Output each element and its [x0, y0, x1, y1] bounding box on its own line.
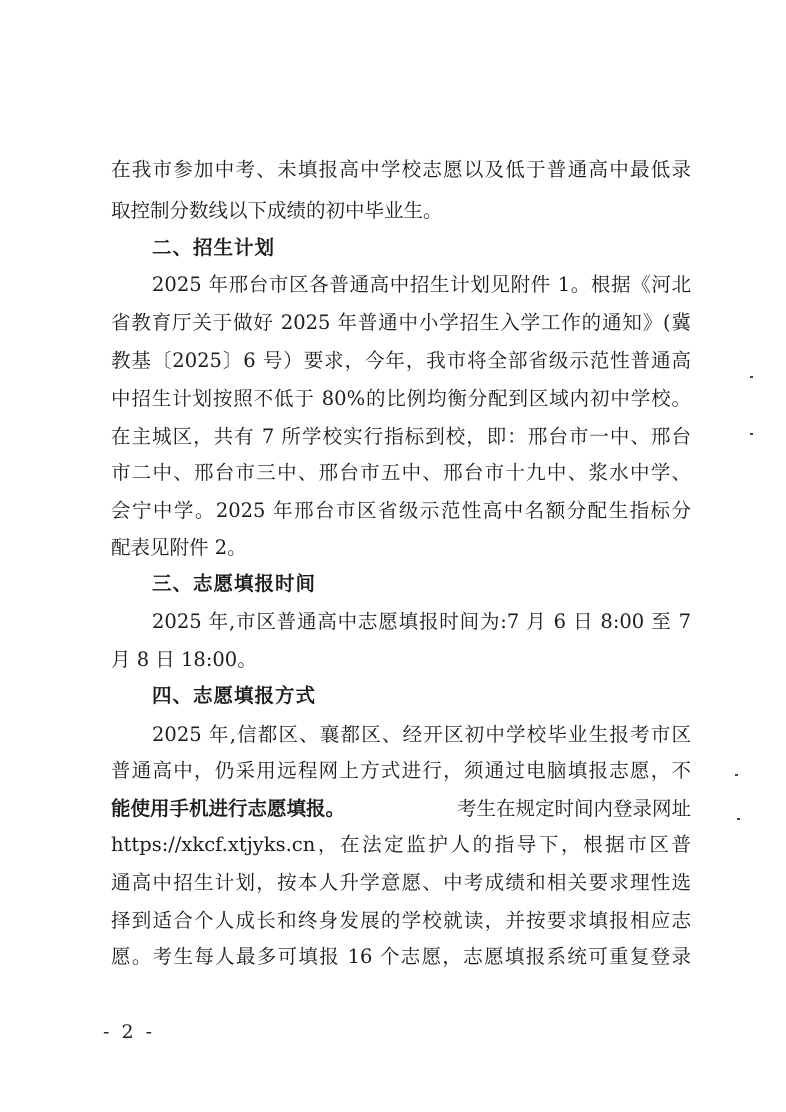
body-text-line: 配表见附件 2。	[111, 536, 247, 559]
body-text-line: 通高中招生计划，按本人升学意愿、中考成绩和相关要求理性选	[111, 871, 691, 894]
body-text-line: 2025 年,市区普通高中志愿填报时间为:7 月 6 日 8:00 至 7	[152, 610, 691, 633]
body-text-line: 市二中、邢台市三中、邢台市五中、邢台市十九中、浆水中学、	[111, 461, 691, 484]
emphasis-text: 能使用手机进行志愿填报。	[111, 797, 346, 820]
section-heading-application-time: 三、志愿填报时间	[152, 572, 317, 595]
scan-speck	[750, 376, 753, 378]
section-heading-enrollment-plan: 二、招生计划	[152, 236, 276, 259]
body-text-line: 择到适合个人成长和终身发展的学校就读，并按要求填报相应志	[111, 909, 691, 932]
url-text-line: https://xkcf.xtjyks.cn，在法定监护人的指导下，根据市区普	[111, 833, 691, 856]
page-number: - 2 -	[103, 1021, 156, 1043]
body-text-line: 会宁中学。2025 年邢台市区省级示范性高中名额分配生指标分	[111, 499, 691, 522]
body-text-line: 省教育厅关于做好 2025 年普通中小学招生入学工作的通知》(冀	[111, 311, 691, 334]
body-text-line: 2025 年邢台市区各普通高中招生计划见附件 1。根据《河北	[152, 273, 691, 296]
body-text-line: 月 8 日 18:00。	[111, 648, 257, 671]
section-heading-application-method: 四、志愿填报方式	[152, 684, 317, 707]
body-text-line: 普通高中，仍采用远程网上方式进行，须通过电脑填报志愿，不	[111, 759, 691, 782]
scan-speck	[735, 774, 738, 776]
body-text-line: 在我市参加中考、未填报高中学校志愿以及低于普通高中最低录	[111, 158, 691, 181]
body-text-line	[111, 796, 691, 822]
body-text-line: 愿。考生每人最多可填报 16 个志愿，志愿填报系统可重复登录	[111, 945, 691, 968]
body-text-line: 取控制分数线以下成绩的初中毕业生。	[111, 199, 443, 222]
body-text-line: 在主城区，共有 7 所学校实行指标到校，即：邢台市一中、邢台	[111, 425, 691, 448]
body-text-segment: 考生在规定时间内登录网址	[456, 797, 691, 820]
body-text-line: 中招生计划按照不低于 80%的比例均衡分配到区域内初中学校。	[111, 387, 691, 410]
body-text-line: 教基〔2025〕6 号）要求，今年，我市将全部省级示范性普通高	[111, 349, 691, 372]
body-text-line: 2025 年,信都区、襄都区、经开区初中学校毕业生报考市区	[152, 723, 691, 746]
scan-speck	[737, 818, 740, 820]
scan-speck	[750, 433, 753, 435]
